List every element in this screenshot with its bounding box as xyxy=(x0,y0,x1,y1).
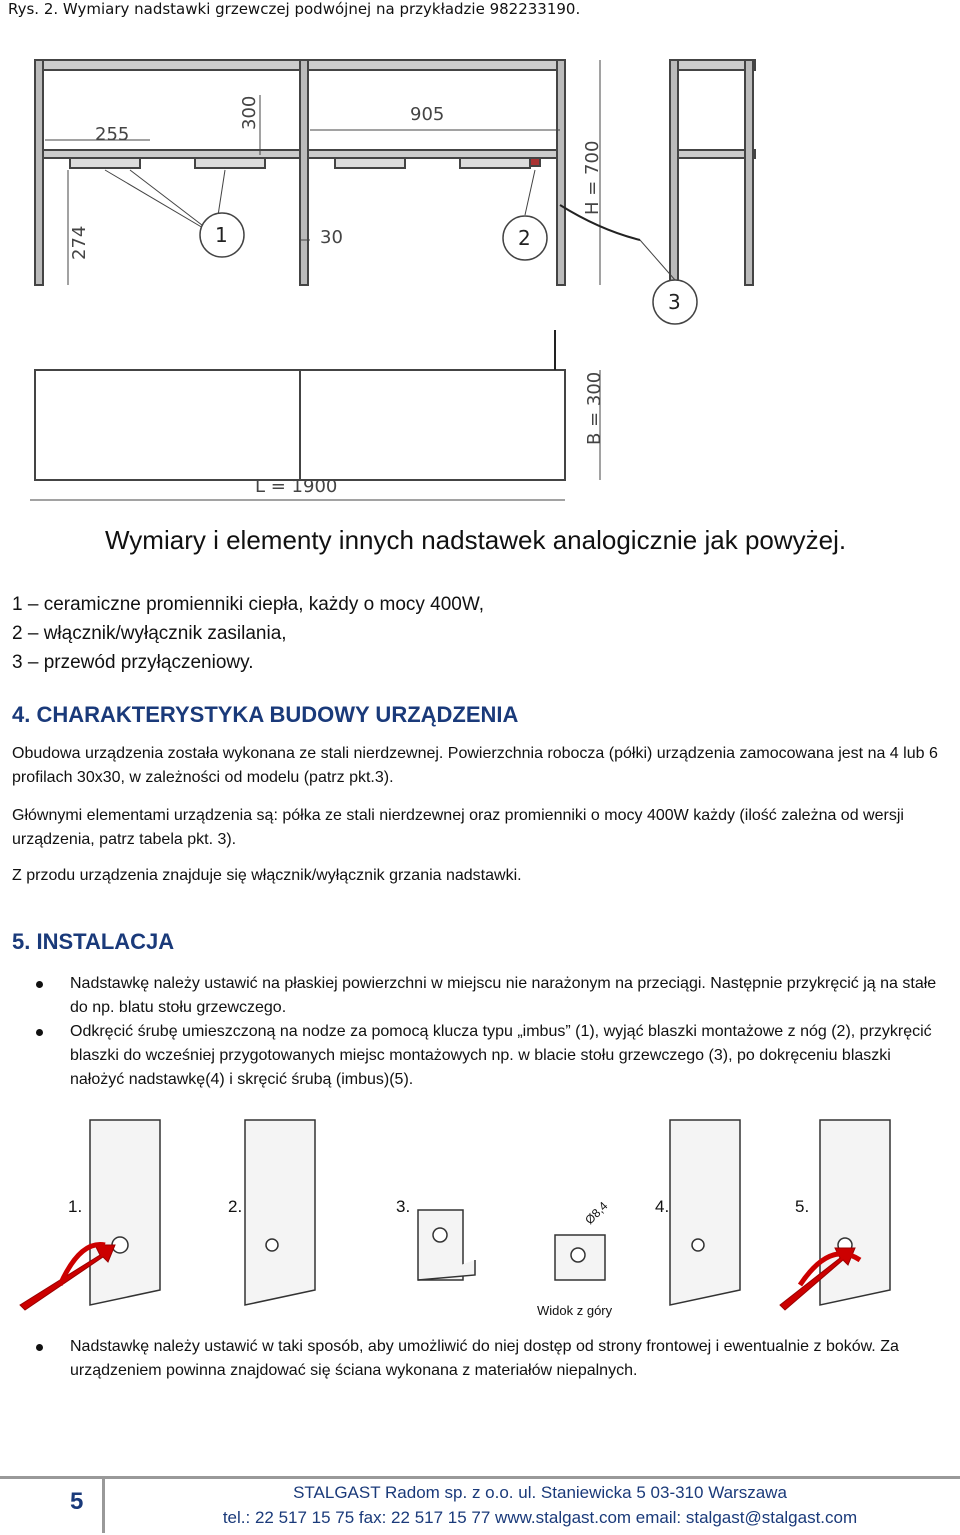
dim-255: 255 xyxy=(95,124,130,145)
section-4-paragraph: Głównymi elementami urządzenia są: półka ze stali nierdzewnej oraz promienniki o mocy 400W każdy (ilość zależna od wersji urządzenia, patrz tabela pkt. 3). xyxy=(12,807,904,848)
callout-1: 1 xyxy=(215,223,228,247)
callout-3: 3 xyxy=(668,290,681,314)
step-label-5: 5. xyxy=(795,1197,810,1216)
top-view-label: Widok z góry xyxy=(537,1303,613,1318)
list-item: Nadstawkę należy ustawić w taki sposób, aby umożliwić do niej dostęp od strony frontowej i ewentualnie z boków. Za urządzeniem powinna znajdować się ściana wykonana z materiałów niepalnych. xyxy=(30,1335,940,1383)
step-label-1: 1. xyxy=(68,1197,83,1216)
installation-list-continued xyxy=(30,1335,940,1383)
footer-vertical-divider xyxy=(102,1478,105,1533)
technical-drawing xyxy=(0,30,960,510)
diameter-label: Ø8,4 xyxy=(582,1198,611,1228)
callout-2: 2 xyxy=(518,226,531,250)
subtitle: Wymiary i elementy innych nadstawek analogicznie jak powyżej. xyxy=(105,525,847,555)
step-label-4: 4. xyxy=(655,1197,670,1216)
legend-item: 3 – przewód przyłączeniowy. xyxy=(12,652,254,673)
page-number: 5 xyxy=(70,1488,84,1515)
list-item: Nadstawkę należy ustawić na płaskiej powierzchni w miejscu nie narażonym na przeciągi. Następnie przykręcić ją na stałe do np. blatu stołu grzewczego. xyxy=(30,972,940,1020)
dim-h700: H = 700 xyxy=(582,140,603,215)
section-4-paragraph: Obudowa urządzenia została wykonana ze stali nierdzewnej. Powierzchnia robocza (półki) urządzenia zamocowana jest na 4 lub 6 profilach 30x30, w zależności od modelu (patrz pkt.3). xyxy=(12,745,938,786)
step-label-2: 2. xyxy=(228,1197,243,1216)
footer-contact xyxy=(150,1480,930,1530)
section-4-heading: 4. CHARAKTERYSTYKA BUDOWY URZĄDZENIA xyxy=(12,702,519,727)
section-5-heading: 5. INSTALACJA xyxy=(12,929,175,954)
installation-list xyxy=(30,972,940,1092)
section-4-paragraph: Z przodu urządzenia znajduje się włącznik/wyłącznik grzania nadstawki. xyxy=(12,867,522,884)
legend-list xyxy=(12,590,484,677)
list-item: Odkręcić śrubę umieszczoną na nodze za pomocą klucza typu „imbus” (1), wyjąć blaszki montażowe z nóg (2), przykręcić blaszki do wcześniej przygotowanych miejsc montażowych np. w blacie stołu grzewczego (3), po dokręceniu blaszki nałożyć nadstawkę(4) i skręcić śrubą (imbus)(5). xyxy=(30,1020,940,1092)
installation-steps-figure xyxy=(0,1110,960,1330)
dim-30: 30 xyxy=(320,227,343,248)
dim-300: 300 xyxy=(239,95,260,130)
legend-item: 1 – ceramiczne promienniki ciepła, każdy o mocy 400W, xyxy=(12,594,485,615)
dim-905: 905 xyxy=(410,104,445,125)
step-label-3: 3. xyxy=(396,1197,411,1216)
dim-l1900: L = 1900 xyxy=(255,476,338,497)
footer-divider xyxy=(0,1476,960,1479)
footer-phone-email: tel.: 22 517 15 75 fax: 22 517 15 77 www.stalgast.com email: stalgast@stalgast.com xyxy=(222,1508,858,1527)
legend-item: 2 – włącznik/wyłącznik zasilania, xyxy=(12,623,287,644)
dim-b300: B = 300 xyxy=(584,371,605,445)
dim-274: 274 xyxy=(69,225,90,260)
figure-caption: Rys. 2. Wymiary nadstawki grzewczej podwójnej na przykładzie 982233190. xyxy=(8,0,581,18)
footer-address: STALGAST Radom sp. z o.o. ul. Staniewicka 5 03-310 Warszawa xyxy=(293,1483,787,1502)
